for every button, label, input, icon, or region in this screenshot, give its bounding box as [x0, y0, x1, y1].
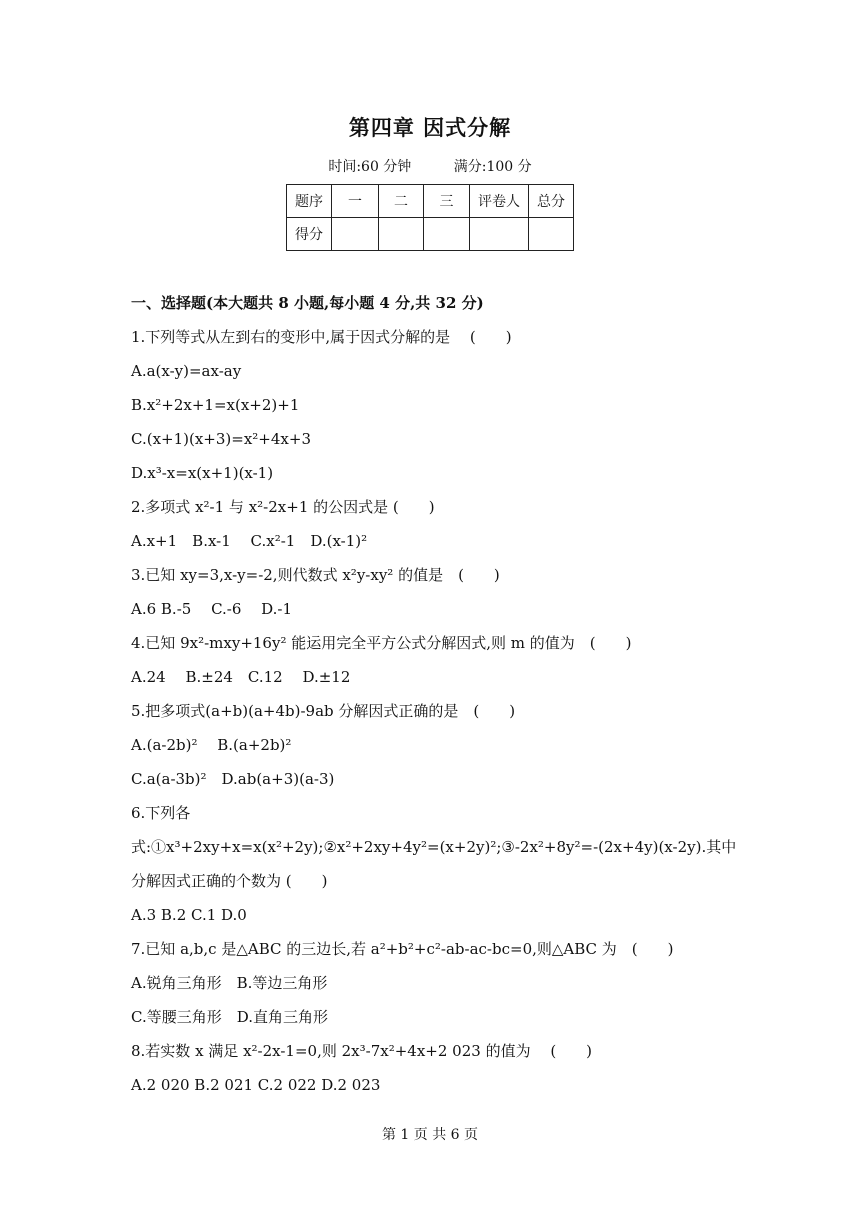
option-line: D.x³-x=x(x+1)(x-1): [131, 464, 274, 482]
question-5: 5.把多项式(a+b)(a+4b)-9ab 分解因式正确的是 ( ): [131, 702, 516, 720]
score-cell: 一: [332, 185, 379, 218]
score-input-cell[interactable]: [529, 218, 574, 251]
question-6: 6.下列各: [131, 804, 191, 822]
document-title: 第四章 因式分解: [348, 115, 512, 140]
option-line: C.a(a-3b)² D.ab(a+3)(a-3): [131, 770, 335, 788]
score-table: [286, 184, 574, 251]
question-1: 1.下列等式从左到右的变形中,属于因式分解的是 ( ): [131, 328, 512, 346]
option-line: A.24 B.±24 C.12 D.±12: [131, 668, 351, 686]
question-8: 8.若实数 x 满足 x²-2x-1=0,则 2x³-7x²+4x+2 023 的值为 ( ): [131, 1042, 593, 1060]
full-score: 满分:100 分: [453, 159, 532, 175]
score-input-cell[interactable]: [379, 218, 424, 251]
score-table-header-row: [287, 185, 574, 218]
score-cell: 题序: [287, 185, 332, 218]
option-line: C.(x+1)(x+3)=x²+4x+3: [131, 430, 311, 448]
question-2: 2.多项式 x²-1 与 x²-2x+1 的公因式是 ( ): [131, 498, 435, 516]
option-line: A.x+1 B.x-1 C.x²-1 D.(x-1)²: [131, 532, 368, 550]
page-footer: 第 1 页 共 6 页: [381, 1127, 479, 1143]
score-table-score-row: [287, 218, 574, 251]
option-line: C.等腰三角形 D.直角三角形: [131, 1008, 328, 1026]
option-line: A.6 B.-5 C.-6 D.-1: [131, 600, 293, 618]
option-line: A.a(x-y)=ax-ay: [131, 362, 242, 380]
option-line: A.锐角三角形 B.等边三角形: [131, 974, 328, 992]
score-input-cell[interactable]: [470, 218, 529, 251]
option-line: A.2 020 B.2 021 C.2 022 D.2 023: [131, 1076, 381, 1094]
score-input-cell[interactable]: [424, 218, 470, 251]
question-3: 3.已知 xy=3,x-y=-2,则代数式 x²y-xy² 的值是 ( ): [131, 566, 500, 584]
section-heading: 一、选择题(本大题共 8 小题,每小题 4 分,共 32 分): [131, 294, 484, 312]
score-cell: 评卷人: [470, 185, 529, 218]
time-limit: 时间:60 分钟: [328, 159, 412, 175]
question-6-continued: 分解因式正确的个数为 ( ): [131, 872, 328, 890]
option-line: B.x²+2x+1=x(x+2)+1: [131, 396, 300, 414]
score-cell: 总分: [529, 185, 574, 218]
question-7: 7.已知 a,b,c 是△ABC 的三边长,若 a²+b²+c²-ab-ac-bc=0,则△ABC 为 ( ): [131, 940, 674, 958]
score-cell: 二: [379, 185, 424, 218]
option-line: A.(a-2b)² B.(a+2b)²: [131, 736, 292, 754]
score-cell: 得分: [287, 218, 332, 251]
question-4: 4.已知 9x²-mxy+16y² 能运用完全平方公式分解因式,则 m 的值为 ( ): [131, 634, 632, 652]
score-input-cell[interactable]: [332, 218, 379, 251]
option-line: A.3 B.2 C.1 D.0: [131, 906, 247, 924]
exam-meta: [0, 156, 860, 176]
score-cell: 三: [424, 185, 470, 218]
question-6-continued: 式:①x³+2xy+x=x(x²+2y);②x²+2xy+4y²=(x+2y)²;③-2x²+8y²=-(2x+4y)(x-2y).其中: [131, 838, 737, 856]
